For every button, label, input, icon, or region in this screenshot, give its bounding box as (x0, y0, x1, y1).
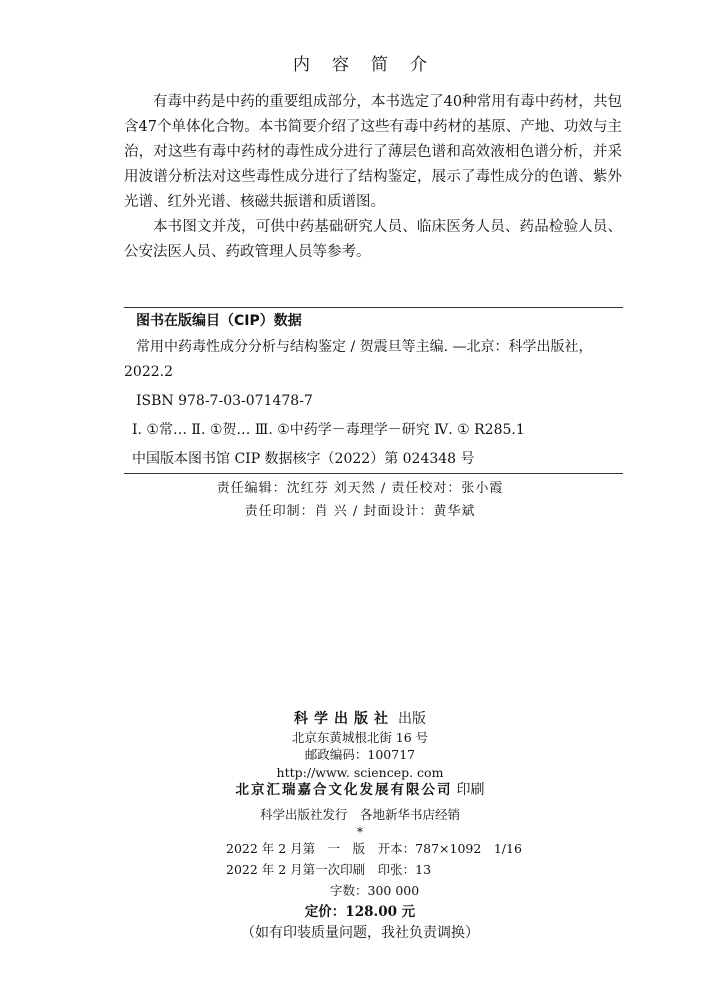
price-line: 定价：128.00 元 (304, 904, 416, 920)
distribution-line: 科学出版社发行 各地新华书店经销 (259, 806, 460, 822)
cip-number: 中国版本图书馆 CIP 数据核字（2022）第 024348 号 (132, 451, 475, 467)
summary-paragraph-2: 本书图文并茂，可供中药基础研究人员、临床医务人员、药品检验人员、公安法医人员、药政管理人员等参考。 (124, 219, 622, 260)
cip-isbn: ISBN 978-7-03-071478-7 (136, 393, 313, 409)
cip-block (124, 309, 626, 472)
publisher-website: http://www. sciencep. com (276, 764, 444, 780)
cip-date-line: 2022.2 (124, 364, 173, 380)
editor-credits-line-2: 责任印制：肖 兴 / 封面设计：黄华斌 (244, 504, 476, 519)
publisher-address: 北京东黄城根北街 16 号 (291, 729, 429, 745)
publisher-name: 科学出版社 (294, 711, 394, 727)
printer-name: 北京汇瑞嘉合文化发展有限公司 (235, 782, 453, 798)
printing-line: 2022 年 2 月第一次印刷 印张：13 (226, 862, 432, 877)
edition-line: 2022 年 2 月第 一 版 开本：787×1092 1/16 (226, 841, 522, 856)
publisher-suffix: 出版 (397, 711, 426, 727)
editor-credits (0, 477, 720, 523)
edition-specs (226, 838, 522, 901)
summary-title: 内容简介 (293, 55, 449, 75)
publisher-postcode: 邮政编码：100717 (304, 747, 416, 762)
asterisk-separator: * (356, 824, 364, 839)
quality-notice: （如有印装质量问题，我社负责调换） (241, 925, 479, 941)
summary-paragraph-1: 有毒中药是中药的重要组成部分，本书选定了40种常用有毒中药材，共包含47个单体化合物。本书简要介绍了这些有毒中药材的基原、产地、功效与主治，对这些有毒中药材的毒性成分进行了薄层色谱和高效液相色谱分析，并采用波谱分析法对这些毒性成分进行了结构鉴定，展示了毒性成分的色谱、紫外光谱、红外光谱、核磁共振谱和质谱图。 (124, 94, 622, 210)
colophon (0, 710, 720, 841)
cip-heading: 图书在版编目（CIP）数据 (136, 313, 302, 329)
cip-bottom-rule (124, 473, 623, 474)
summary-body (124, 90, 622, 265)
cip-classification: Ⅰ. ①常… Ⅱ. ①贺… Ⅲ. ①中药学－毒理学－研究 Ⅳ. ① R285.1 (132, 422, 525, 438)
printer-suffix: 印刷 (456, 782, 485, 798)
cip-top-rule (124, 307, 623, 308)
publisher-line (0, 710, 720, 729)
word-count-line: 字数：300 000 (330, 883, 420, 898)
editor-credits-line-1: 责任编辑：沈红芬 刘天然 / 责任校对：张小霞 (216, 481, 504, 496)
price-block (0, 902, 720, 944)
printer-line (0, 781, 720, 800)
cip-title-line: 常用中药毒性成分分析与结构鉴定 / 贺震旦等主编. —北京：科学出版社， (136, 339, 593, 355)
